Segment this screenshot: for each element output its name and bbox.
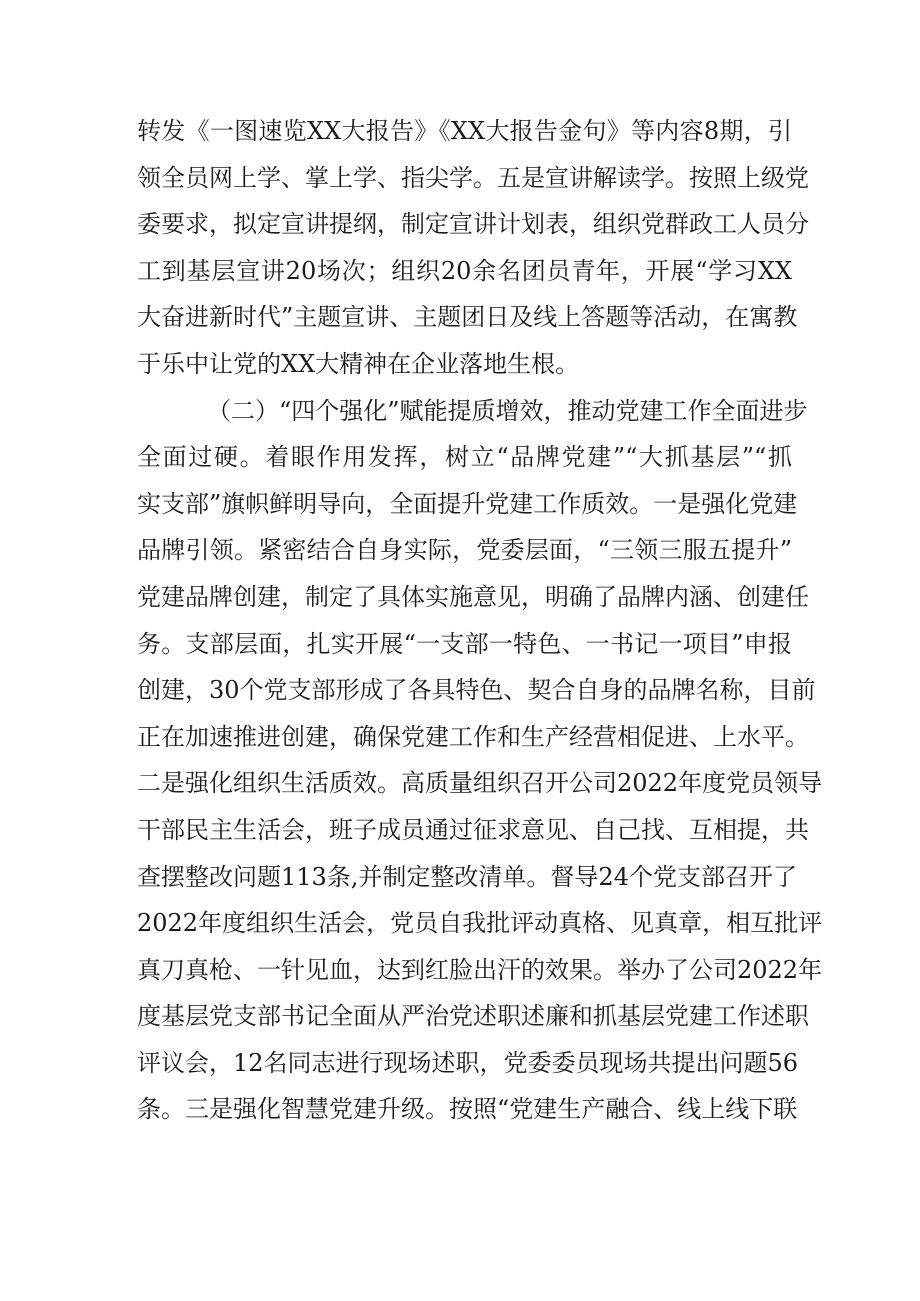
text-line: 大奋进新时代”主题宣讲、主题团日及线上答题等活动，在寓教 xyxy=(137,303,798,332)
text-line: 创建，30个党支部形成了各具特色、契合自身的品牌名称，目前 xyxy=(137,676,816,705)
section-heading-line: （二）“四个强化”赋能提质增效，推动党建工作全面进步 xyxy=(207,396,808,425)
body-text xyxy=(137,108,823,1133)
text-line: 领全员网上学、掌上学、指尖学。五是宣讲解读学。按照上级党 xyxy=(137,163,809,192)
text-line: 查摆整改问题113条,并制定整改清单。督导24个党支部召开了 xyxy=(137,862,797,891)
text-line: 工到基层宣讲20场次；组织20余名团员青年，开展“学习XX xyxy=(137,256,792,285)
text-line: 度基层党支部书记全面从严治党述职述廉和抓基层党建工作述职 xyxy=(137,1002,809,1031)
text-line: 转发《一图速览XX大报告》《XX大报告金句》等内容8期，引 xyxy=(137,117,792,145)
text-line: 于乐中让党的XX大精神在企业落地生根。 xyxy=(137,349,580,378)
text-line: 正在加速推进创建，确保党建工作和生产经营相促进、上水平。 xyxy=(137,722,809,751)
text-line: 干部民主生活会，班子成员通过征求意见、自己找、互相提，共 xyxy=(137,815,809,844)
text-line: 全面过硬。着眼作用发挥，树立“品牌党建”“大抓基层”“抓 xyxy=(137,443,792,472)
text-line: 委要求，拟定宣讲提纲，制定宣讲计划表，组织党群政工人员分 xyxy=(137,210,809,239)
text-line: 党建品牌创建，制定了具体实施意见，明确了品牌内涵、创建任 xyxy=(137,582,809,611)
text-line: 评议会，12名同志进行现场述职，党委委员现场共提出问题56 xyxy=(137,1048,799,1077)
text-line: 实支部”旗帜鲜明导向，全面提升党建工作质效。一是强化党建 xyxy=(137,489,798,518)
text-line: 务。支部层面，扎实开展“一支部一特色、一书记一项目”申报 xyxy=(137,629,792,658)
text-line: 品牌引领。紧密结合自身实际，党委层面，“三领三服五提升” xyxy=(137,536,792,565)
text-line: 真刀真枪、一针见血，达到红脸出汗的效果。举办了公司2022年 xyxy=(137,955,823,984)
text-line: 条。三是强化智慧党建升级。按照“党建生产融合、线上线下联 xyxy=(137,1095,798,1124)
text-line: 二是强化组织生活质效。高质量组织召开公司2022年度党员领导 xyxy=(137,769,823,798)
text-line: 2022年度组织生活会，党员自我批评动真格、见真章，相互批评 xyxy=(137,909,823,938)
